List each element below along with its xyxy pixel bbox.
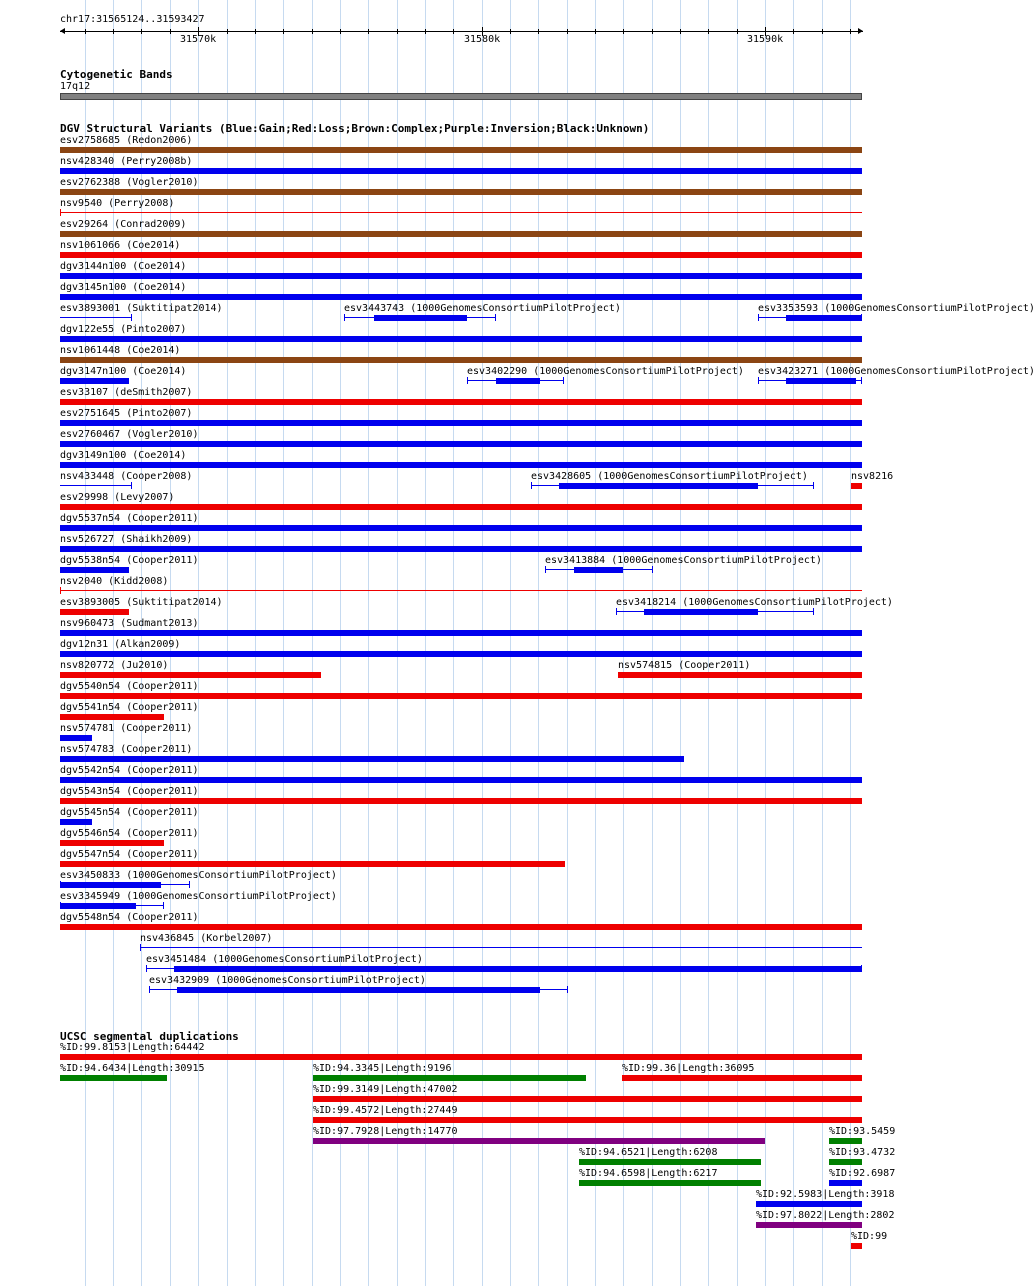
dgv-feature-bar[interactable] xyxy=(60,462,862,468)
segdup-feature-bar[interactable] xyxy=(60,1075,167,1081)
dgv-feature-label: esv3345949 (1000GenomesConsortiumPilotProject) xyxy=(60,891,337,902)
dgv-feature-cap xyxy=(861,377,862,384)
dgv-feature-label: esv3893001 (Suktitipat2014) xyxy=(60,303,223,314)
ruler-tick xyxy=(141,29,142,34)
ruler-tick xyxy=(85,29,86,34)
dgv-feature-label: dgv5541n54 (Cooper2011) xyxy=(60,702,199,713)
dgv-feature-bar[interactable] xyxy=(60,567,129,573)
ruler-tick xyxy=(538,29,539,34)
dgv-feature-bar[interactable] xyxy=(60,147,862,153)
dgv-feature-cap xyxy=(467,377,468,384)
ruler-tick xyxy=(453,29,454,34)
dgv-feature-label: dgv122e55 (Pinto2007) xyxy=(60,324,187,335)
dgv-feature-label: esv3432909 (1000GenomesConsortiumPilotProject) xyxy=(149,975,426,986)
dgv-feature-bar[interactable] xyxy=(60,672,321,678)
dgv-feature-cap xyxy=(60,209,61,216)
dgv-feature-bar[interactable] xyxy=(786,315,862,321)
segdup-feature-bar[interactable] xyxy=(829,1138,862,1144)
dgv-feature-bar[interactable] xyxy=(60,630,862,636)
dgv-feature-label: esv33107 (deSmith2007) xyxy=(60,387,193,398)
dgv-feature-line[interactable] xyxy=(140,947,862,948)
segdup-feature-bar[interactable] xyxy=(851,1243,862,1249)
segdup-feature-bar[interactable] xyxy=(756,1201,862,1207)
segdup-feature-label: %ID:97.7928|Length:14770 xyxy=(313,1126,458,1137)
segdup-feature-bar[interactable] xyxy=(60,1054,862,1060)
ruler-tick xyxy=(850,29,851,34)
dgv-feature-label: nsv2040 (Kidd2008) xyxy=(60,576,169,587)
ruler-tick xyxy=(567,29,568,34)
dgv-feature-label: esv3418214 (1000GenomesConsortiumPilotProject) xyxy=(616,597,893,608)
segdup-feature-label: %ID:99.8153|Length:64442 xyxy=(60,1042,205,1053)
dgv-feature-label: nsv428340 (Perry2008b) xyxy=(60,156,193,167)
dgv-feature-bar[interactable] xyxy=(851,483,862,489)
dgv-track-title: DGV Structural Variants (Blue:Gain;Red:Loss;Brown:Complex;Purple:Inversion;Black:Unknown) xyxy=(60,122,650,135)
dgv-feature-cap xyxy=(189,881,190,888)
ruler-tick xyxy=(822,29,823,34)
ruler-tick-label: 31580k xyxy=(464,34,501,45)
segdup-feature-bar[interactable] xyxy=(313,1117,862,1123)
ruler-tick xyxy=(623,29,624,34)
ruler-tick xyxy=(793,29,794,34)
ruler-tick xyxy=(283,29,284,34)
ruler-tick xyxy=(510,29,511,34)
segdup-feature-bar[interactable] xyxy=(579,1180,761,1186)
dgv-feature-label: nsv574783 (Cooper2011) xyxy=(60,744,193,755)
dgv-feature-bar[interactable] xyxy=(618,672,862,678)
dgv-feature-bar[interactable] xyxy=(60,840,164,846)
dgv-feature-cap xyxy=(616,608,617,615)
dgv-feature-bar[interactable] xyxy=(60,609,129,615)
dgv-feature-label: dgv3144n100 (Coe2014) xyxy=(60,261,187,272)
segdup-feature-label: %ID:94.3345|Length:9196 xyxy=(313,1063,452,1074)
dgv-feature-cap xyxy=(131,314,132,321)
dgv-feature-cap xyxy=(146,965,147,972)
dgv-feature-label: dgv5547n54 (Cooper2011) xyxy=(60,849,199,860)
ruler xyxy=(60,12,863,45)
segdup-feature-label: %ID:94.6598|Length:6217 xyxy=(579,1168,718,1179)
ruler-tick xyxy=(312,29,313,34)
segdup-feature-label: %ID:94.6521|Length:6208 xyxy=(579,1147,718,1158)
dgv-feature-line[interactable] xyxy=(60,590,862,591)
dgv-feature-label: esv3413884 (1000GenomesConsortiumPilotProject) xyxy=(545,555,822,566)
dgv-feature-label: nsv526727 (Shaikh2009) xyxy=(60,534,193,545)
segdup-feature-label: %ID:99.4572|Length:27449 xyxy=(313,1105,458,1116)
dgv-feature-label: dgv5537n54 (Cooper2011) xyxy=(60,513,199,524)
dgv-feature-label: esv3402290 (1000GenomesConsortiumPilotProject) xyxy=(467,366,744,377)
ruler-tick xyxy=(340,29,341,34)
dgv-feature-bar[interactable] xyxy=(60,777,862,783)
dgv-feature-cap xyxy=(758,314,759,321)
dgv-feature-label: esv3353593 (1000GenomesConsortiumPilotProject) xyxy=(758,303,1035,314)
dgv-feature-bar[interactable] xyxy=(60,924,862,930)
dgv-feature-label: esv2760467 (Vogler2010) xyxy=(60,429,199,440)
dgv-feature-bar[interactable] xyxy=(60,693,862,699)
dgv-feature-line[interactable] xyxy=(60,485,132,486)
dgv-feature-label: esv3423271 (1000GenomesConsortiumPilotProject) xyxy=(758,366,1035,377)
dgv-feature-label: nsv820772 (Ju2010) xyxy=(60,660,169,671)
dgv-feature-label: nsv436845 (Korbel2007) xyxy=(140,933,273,944)
dgv-feature-bar[interactable] xyxy=(574,567,623,573)
segdup-feature-bar[interactable] xyxy=(313,1096,862,1102)
dgv-feature-bar[interactable] xyxy=(174,966,862,972)
dgv-feature-label: esv3893005 (Suktitipat2014) xyxy=(60,597,223,608)
dgv-feature-bar[interactable] xyxy=(60,357,862,363)
ruler-tick xyxy=(595,29,596,34)
dgv-feature-label: nsv574781 (Cooper2011) xyxy=(60,723,193,734)
dgv-feature-bar[interactable] xyxy=(60,861,565,867)
dgv-feature-label: esv29998 (Levy2007) xyxy=(60,492,175,503)
dgv-feature-bar[interactable] xyxy=(60,231,862,237)
dgv-feature-bar[interactable] xyxy=(60,378,129,384)
dgv-feature-bar[interactable] xyxy=(786,378,856,384)
ruler-tick xyxy=(397,29,398,34)
ruler-tick xyxy=(368,29,369,34)
dgv-feature-cap xyxy=(758,377,759,384)
dgv-feature-label: esv3451484 (1000GenomesConsortiumPilotProject) xyxy=(146,954,423,965)
dgv-feature-cap xyxy=(567,986,568,993)
dgv-feature-label: nsv574815 (Cooper2011) xyxy=(618,660,751,671)
ruler-tick xyxy=(255,29,256,34)
dgv-feature-label: nsv9540 (Perry2008) xyxy=(60,198,175,209)
ruler-tick xyxy=(708,29,709,34)
cyto-band-label[interactable]: 17q12 xyxy=(60,81,91,92)
dgv-feature-cap xyxy=(531,482,532,489)
dgv-feature-cap xyxy=(163,902,164,909)
dgv-feature-bar[interactable] xyxy=(559,483,758,489)
cyto-band[interactable] xyxy=(60,93,862,100)
dgv-feature-cap xyxy=(140,944,141,951)
dgv-feature-label: esv2758685 (Redon2006) xyxy=(60,135,193,146)
segdup-feature-label: %ID:94.6434|Length:30915 xyxy=(60,1063,205,1074)
dgv-feature-bar[interactable] xyxy=(60,189,862,195)
dgv-feature-label: nsv1061066 (Coe2014) xyxy=(60,240,181,251)
dgv-feature-bar[interactable] xyxy=(644,609,758,615)
segdup-track-title: UCSC segmental duplications xyxy=(60,1030,239,1043)
segdup-feature-label: %ID:99 xyxy=(851,1231,888,1242)
dgv-feature-label: dgv3147n100 (Coe2014) xyxy=(60,366,187,377)
segdup-feature-bar[interactable] xyxy=(579,1159,761,1165)
ruler-left-arrow-icon xyxy=(60,28,65,34)
dgv-feature-line[interactable] xyxy=(60,212,862,213)
dgv-feature-label: nsv433448 (Cooper2008) xyxy=(60,471,193,482)
ruler-tick xyxy=(170,29,171,34)
segdup-feature-bar[interactable] xyxy=(756,1222,862,1228)
dgv-feature-bar[interactable] xyxy=(496,378,540,384)
dgv-feature-bar[interactable] xyxy=(60,504,862,510)
dgv-feature-bar[interactable] xyxy=(60,441,862,447)
dgv-feature-cap xyxy=(545,566,546,573)
segdup-feature-label: %ID:93.4732 xyxy=(829,1147,896,1158)
dgv-feature-label: dgv5545n54 (Cooper2011) xyxy=(60,807,199,818)
dgv-feature-bar[interactable] xyxy=(60,336,862,342)
dgv-feature-bar[interactable] xyxy=(60,735,92,741)
dgv-feature-label: dgv5538n54 (Cooper2011) xyxy=(60,555,199,566)
segdup-feature-label: %ID:99.36|Length:36095 xyxy=(622,1063,755,1074)
ruler-range-label: chr17:31565124..31593427 xyxy=(60,14,205,25)
dgv-feature-cap xyxy=(813,482,814,489)
dgv-feature-cap xyxy=(563,377,564,384)
segdup-feature-label: %ID:92.6987 xyxy=(829,1168,896,1179)
dgv-feature-bar[interactable] xyxy=(60,882,161,888)
segdup-feature-bar[interactable] xyxy=(829,1159,862,1165)
dgv-feature-cap xyxy=(813,608,814,615)
segdup-feature-bar[interactable] xyxy=(313,1075,586,1081)
dgv-feature-label: dgv3149n100 (Coe2014) xyxy=(60,450,187,461)
dgv-feature-bar[interactable] xyxy=(60,525,862,531)
dgv-feature-label: esv3443743 (1000GenomesConsortiumPilotProject) xyxy=(344,303,621,314)
ruler-tick-label: 31590k xyxy=(747,34,784,45)
dgv-feature-label: esv3450833 (1000GenomesConsortiumPilotProject) xyxy=(60,870,337,881)
segdup-feature-bar[interactable] xyxy=(313,1138,765,1144)
dgv-feature-label: dgv3145n100 (Coe2014) xyxy=(60,282,187,293)
dgv-feature-label: nsv8216 xyxy=(851,471,894,482)
segdup-feature-label: %ID:93.5459 xyxy=(829,1126,896,1137)
dgv-feature-bar[interactable] xyxy=(60,273,862,279)
dgv-feature-label: dgv5546n54 (Cooper2011) xyxy=(60,828,199,839)
dgv-feature-line[interactable] xyxy=(60,317,132,318)
dgv-feature-label: dgv5543n54 (Cooper2011) xyxy=(60,786,199,797)
dgv-feature-bar[interactable] xyxy=(60,399,862,405)
dgv-feature-label: nsv960473 (Sudmant2013) xyxy=(60,618,199,629)
dgv-feature-label: esv29264 (Conrad2009) xyxy=(60,219,187,230)
segdup-feature-bar[interactable] xyxy=(622,1075,862,1081)
segdup-feature-label: %ID:92.5983|Length:3918 xyxy=(756,1189,895,1200)
ruler-tick xyxy=(113,29,114,34)
dgv-feature-bar[interactable] xyxy=(60,903,136,909)
dgv-feature-bar[interactable] xyxy=(60,168,862,174)
ruler-tick xyxy=(227,29,228,34)
dgv-feature-label: esv3428605 (1000GenomesConsortiumPilotProject) xyxy=(531,471,808,482)
dgv-feature-cap xyxy=(149,986,150,993)
dgv-feature-bar[interactable] xyxy=(177,987,540,993)
dgv-feature-bar[interactable] xyxy=(60,798,862,804)
dgv-feature-label: esv2762388 (Vogler2010) xyxy=(60,177,199,188)
dgv-feature-bar[interactable] xyxy=(60,294,862,300)
dgv-feature-label: esv2751645 (Pinto2007) xyxy=(60,408,193,419)
dgv-feature-bar[interactable] xyxy=(60,819,92,825)
segdup-feature-label: %ID:99.3149|Length:47002 xyxy=(313,1084,458,1095)
ruler-right-arrow-icon xyxy=(858,28,863,34)
ruler-tick xyxy=(737,29,738,34)
dgv-feature-label: nsv1061448 (Coe2014) xyxy=(60,345,181,356)
dgv-feature-label: dgv5540n54 (Cooper2011) xyxy=(60,681,199,692)
dgv-feature-cap xyxy=(652,566,653,573)
dgv-feature-bar[interactable] xyxy=(60,546,862,552)
segdup-feature-label: %ID:97.8022|Length:2802 xyxy=(756,1210,895,1221)
ruler-tick xyxy=(680,29,681,34)
dgv-feature-label: dgv5548n54 (Cooper2011) xyxy=(60,912,199,923)
dgv-feature-bar[interactable] xyxy=(60,252,862,258)
dgv-feature-bar[interactable] xyxy=(374,315,467,321)
dgv-feature-bar[interactable] xyxy=(60,714,164,720)
dgv-feature-bar[interactable] xyxy=(60,420,862,426)
cyto-track-title: Cytogenetic Bands xyxy=(60,68,173,81)
dgv-feature-label: dgv5542n54 (Cooper2011) xyxy=(60,765,199,776)
dgv-feature-cap xyxy=(60,587,61,594)
segdup-feature-bar[interactable] xyxy=(829,1180,862,1186)
ruler-tick-label: 31570k xyxy=(180,34,217,45)
dgv-feature-label: dgv12n31 (Alkan2009) xyxy=(60,639,181,650)
dgv-feature-cap xyxy=(495,314,496,321)
ruler-tick xyxy=(652,29,653,34)
dgv-feature-bar[interactable] xyxy=(60,651,862,657)
dgv-feature-bar[interactable] xyxy=(60,756,684,762)
dgv-feature-cap xyxy=(131,482,132,489)
ruler-axis-line xyxy=(60,31,863,32)
ruler-tick xyxy=(425,29,426,34)
dgv-feature-cap xyxy=(344,314,345,321)
